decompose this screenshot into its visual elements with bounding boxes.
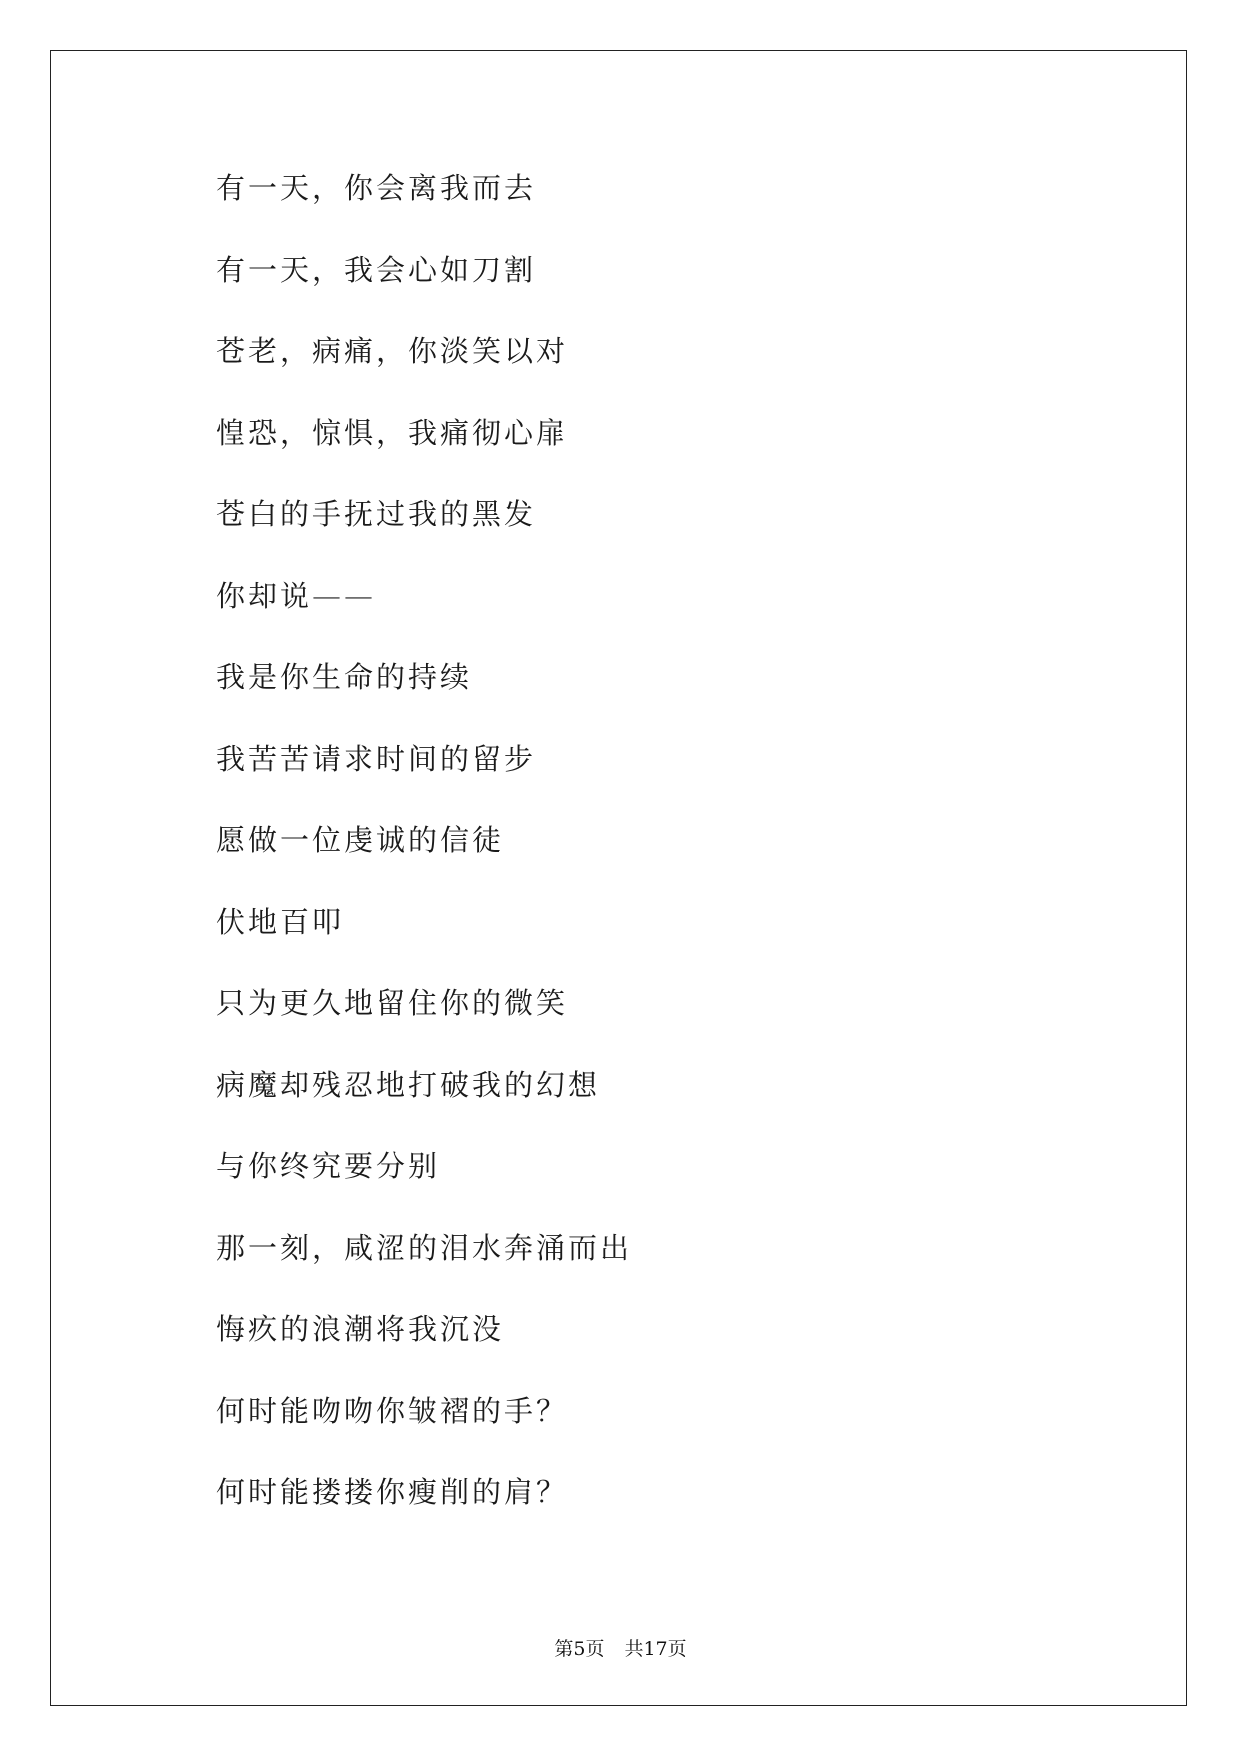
poem-line: 那一刻，咸涩的泪水奔涌而出 <box>216 1230 633 1265</box>
poem-line: 我苦苦请求时间的留步 <box>216 741 537 776</box>
poem-body <box>216 168 632 1554</box>
poem-line: 只为更久地留住你的微笑 <box>216 986 569 1020</box>
poem-line: 苍老，病痛，你淡笑以对 <box>216 334 569 368</box>
page-number: 第5页 <box>554 1638 605 1660</box>
poem-line: 愿做一位虔诚的信徒 <box>216 823 505 857</box>
poem-line: 苍白的手抚过我的黑发 <box>216 497 537 531</box>
poem-line: 伏地百叩 <box>216 904 345 939</box>
poem-line: 何时能吻吻你皱褶的手？ <box>216 1393 569 1428</box>
poem-line: 你却说—— <box>216 578 377 613</box>
page-total: 共17页 <box>624 1638 687 1660</box>
poem-line: 与你终究要分别 <box>216 1149 441 1183</box>
poem-line: 惶恐，惊惧，我痛彻心扉 <box>216 415 569 450</box>
poem-line: 悔疚的浪潮将我沉没 <box>216 1312 505 1346</box>
poem-line: 有一天，我会心如刀割 <box>216 252 537 287</box>
poem-line: 我是你生命的持续 <box>216 660 473 694</box>
poem-line: 有一天，你会离我而去 <box>216 171 537 205</box>
poem-line: 病魔却残忍地打破我的幻想 <box>216 1067 601 1102</box>
page-footer <box>0 1634 1241 1661</box>
poem-line: 何时能搂搂你瘦削的肩？ <box>216 1475 569 1509</box>
